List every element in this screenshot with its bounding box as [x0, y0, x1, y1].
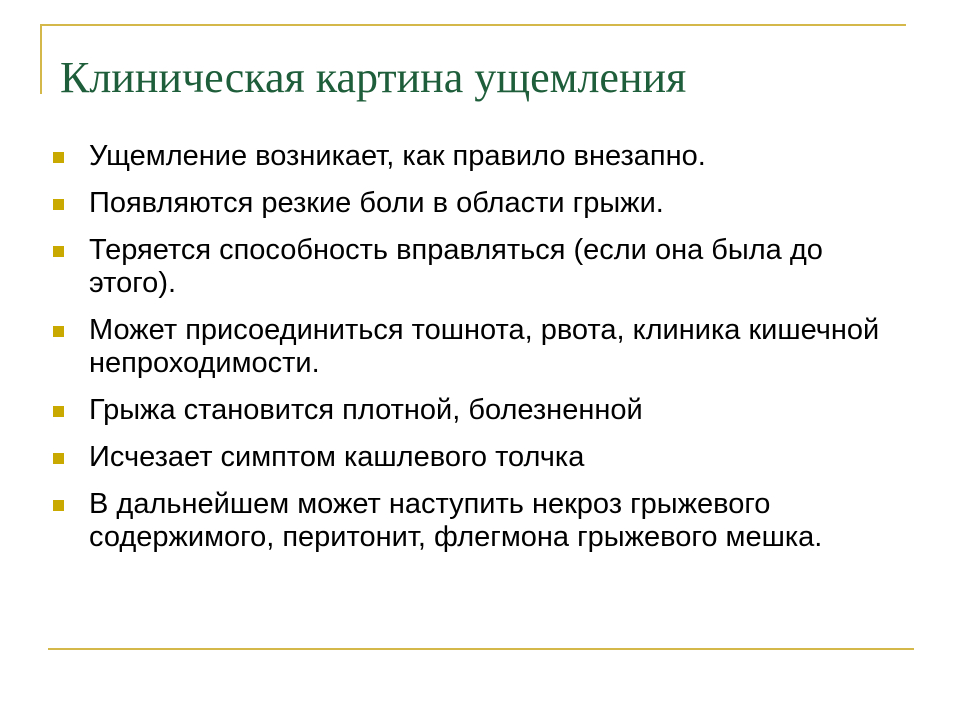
bullet-item [48, 441, 888, 474]
bullet-item [48, 314, 888, 380]
bullet-item [48, 187, 888, 220]
square-bullet-icon [53, 326, 64, 337]
bullet-text: Появляются резкие боли в области грыжи. [89, 187, 664, 219]
bullet-item [48, 140, 888, 173]
square-bullet-icon [53, 406, 64, 417]
bullet-list [48, 140, 888, 568]
bullet-text: Теряется способность вправляться (если она была до этого). [89, 234, 823, 299]
bullet-text: Ущемление возникает, как правило внезапно. [89, 140, 706, 172]
square-bullet-icon [53, 453, 64, 464]
slide-title: Клиническая картина ущемления [60, 53, 687, 102]
bullet-text: Исчезает симптом кашлевого толчка [89, 441, 585, 473]
bullet-text: Может присоединиться тошнота, рвота, клиника кишечной непроходимости. [89, 314, 880, 379]
square-bullet-icon [53, 199, 64, 210]
bullet-item [48, 234, 888, 300]
square-bullet-icon [53, 500, 64, 511]
square-bullet-icon [53, 246, 64, 257]
frame-top-line [40, 24, 906, 26]
bullet-text: Грыжа становится плотной, болезненной [89, 394, 643, 426]
bullet-text: В дальнейшем может наступить некроз грыжевого содержимого, перитонит, флегмона грыжевого мешка. [89, 488, 823, 553]
frame-bottom-line [48, 648, 914, 650]
bullet-item [48, 394, 888, 427]
frame-left-line [40, 24, 42, 94]
square-bullet-icon [53, 152, 64, 163]
bullet-item [48, 488, 888, 554]
